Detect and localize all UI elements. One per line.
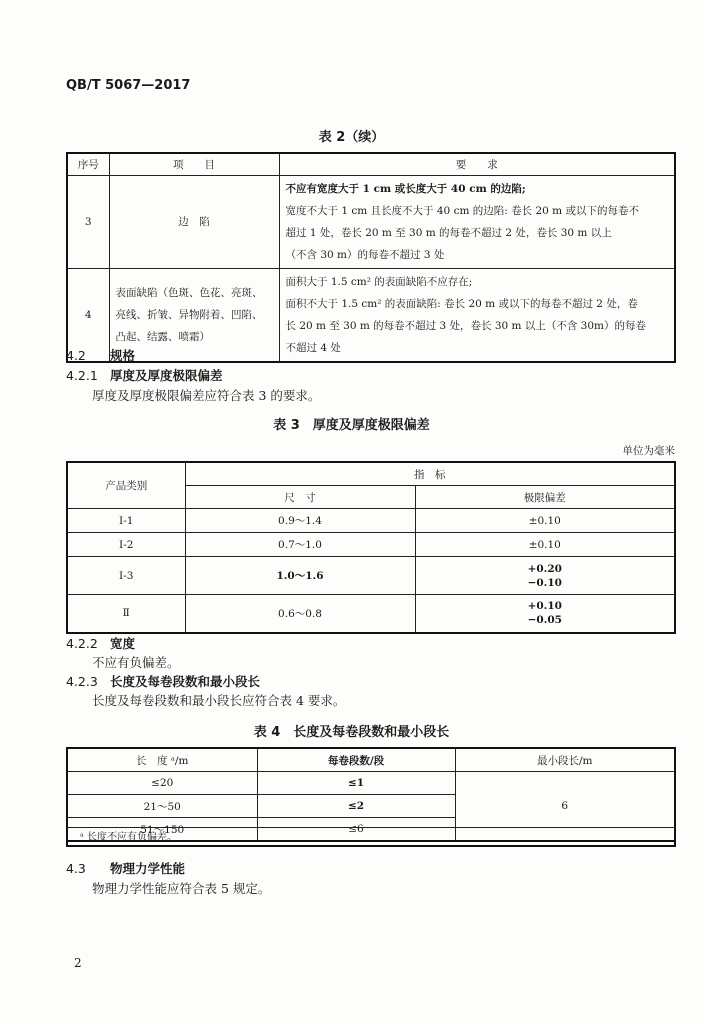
section-title: 长度及每卷段数和最小段长 <box>110 674 261 689</box>
section-4-2-3-text: 长度及每卷段数和最小段长应符合表 4 要求。 <box>92 693 346 708</box>
table3-header-index: 指 标 <box>185 462 675 486</box>
cell-category: Ⅱ <box>67 595 185 633</box>
row-number: 4 <box>67 268 109 362</box>
req-line: 面积不大于 1.5 cm² 的表面缺陷: 卷长 20 m 或以下的每卷不超过 2 处，卷 <box>285 297 638 310</box>
req-line: 不超过 4 处 <box>285 341 341 354</box>
cell-deviation: ±0.10 <box>415 533 675 557</box>
cell-segments: ≤2 <box>257 795 455 818</box>
section-4-2-1-heading <box>66 366 223 384</box>
cell-deviation: ±0.10 <box>415 509 675 533</box>
item-line: 表面缺陷（色斑、色花、亮斑、 <box>115 286 263 299</box>
table2-caption: 表 2（续） <box>318 130 385 145</box>
page-number: 2 <box>74 956 82 970</box>
table-row <box>67 533 675 557</box>
table-row <box>67 175 675 268</box>
table-row <box>67 772 675 795</box>
req-line: 超过 1 处，卷长 20 m 至 30 m 的每卷不超过 2 处，卷长 30 m 以上 <box>285 226 612 239</box>
table-row <box>67 509 675 533</box>
req-line: （不含 30 m）的每卷不超过 3 处 <box>285 248 445 261</box>
section-number: 4.3 <box>66 861 86 876</box>
item-line: 凸起、结露、喷霜） <box>115 330 210 343</box>
cell-size: 0.7～1.0 <box>185 533 415 557</box>
section-4-3-text: 物理力学性能应符合表 5 规定。 <box>92 881 271 896</box>
table4-header-segments: 每卷段数/段 <box>257 748 455 772</box>
cell-deviation <box>415 557 675 595</box>
table2 <box>66 152 676 363</box>
section-number: 4.2.1 <box>66 368 98 383</box>
row-requirement <box>279 175 675 268</box>
table4-header-length: 长 度 ᵃ/m <box>67 748 257 772</box>
table-row <box>67 557 675 595</box>
table3-caption: 表 3 厚度及厚度极限偏差 <box>273 418 430 433</box>
cell-size: 1.0～1.6 <box>185 557 415 595</box>
section-4-3-heading <box>66 859 185 877</box>
document-id: QB/T 5067—2017 <box>66 78 191 93</box>
table-row <box>67 595 675 633</box>
row-number: 3 <box>67 175 109 268</box>
item-line: 亮线、折皱、异物附着、凹陷、 <box>115 308 263 321</box>
cell-deviation <box>415 595 675 633</box>
section-number: 4.2.3 <box>66 674 98 689</box>
req-line: 长 20 m 至 30 m 的每卷不超过 3 处，卷长 30 m 以上（不含 30m）的每卷 <box>285 319 647 332</box>
table2-header-no: 序号 <box>67 153 109 175</box>
table4-header-min-length: 最小段长/m <box>455 748 675 772</box>
cell-category: Ⅰ-3 <box>67 557 185 595</box>
section-number: 4.2 <box>66 348 86 363</box>
row-item: 边 陷 <box>109 175 279 268</box>
cell-category: Ⅰ-1 <box>67 509 185 533</box>
section-title: 规格 <box>110 348 136 363</box>
cell-length: ≤20 <box>67 772 257 795</box>
cell-size: 0.6～0.8 <box>185 595 415 633</box>
table3-unit: 单位为毫米 <box>622 445 675 457</box>
cell-segments: ≤6 <box>257 818 455 842</box>
row-requirement <box>279 268 675 362</box>
table3-header-size: 尺 寸 <box>185 486 415 509</box>
table2-header-item: 项 目 <box>109 153 279 175</box>
deviation-lower: −0.05 <box>527 614 562 627</box>
cell-length: 21～50 <box>67 795 257 818</box>
section-title: 宽度 <box>110 636 136 651</box>
table3 <box>66 461 676 634</box>
cell-segments: ≤1 <box>257 772 455 795</box>
table3-header-deviation: 极限偏差 <box>415 486 675 509</box>
section-number: 4.2.2 <box>66 636 98 651</box>
section-4-2-2-text: 不应有负偏差。 <box>92 655 180 670</box>
req-line: 宽度不大于 1 cm 且长度不大于 40 cm 的边陷: 卷长 20 m 或以下的每卷不 <box>285 204 639 217</box>
table4-caption: 表 4 长度及每卷段数和最小段长 <box>253 725 450 740</box>
req-line: 面积大于 1.5 cm² 的表面缺陷不应存在; <box>285 275 473 288</box>
cell-size: 0.9～1.4 <box>185 509 415 533</box>
section-4-2-heading <box>66 346 135 364</box>
table3-header-category: 产品类别 <box>67 462 185 509</box>
deviation-lower: −0.10 <box>527 576 562 589</box>
deviation-upper: +0.20 <box>527 562 562 575</box>
cell-length: 51～150 <box>67 818 257 842</box>
section-4-2-1-text: 厚度及厚度极限偏差应符合表 3 的要求。 <box>92 388 321 403</box>
section-title: 厚度及厚度极限偏差 <box>110 368 223 383</box>
deviation-upper: +0.10 <box>527 600 562 613</box>
section-4-2-2-heading <box>66 634 135 652</box>
section-4-2-3-heading <box>66 672 260 690</box>
req-line: 不应有宽度大于 1 cm 或长度大于 40 cm 的边陷; <box>285 182 526 195</box>
cell-min-length: 6 <box>455 772 675 842</box>
section-title: 物理力学性能 <box>110 861 186 876</box>
table-row <box>67 268 675 362</box>
cell-category: Ⅰ-2 <box>67 533 185 557</box>
table4-footnote: ᵃ 长度不应有负偏差。 <box>66 827 676 847</box>
table2-header-req: 要 求 <box>279 153 675 175</box>
